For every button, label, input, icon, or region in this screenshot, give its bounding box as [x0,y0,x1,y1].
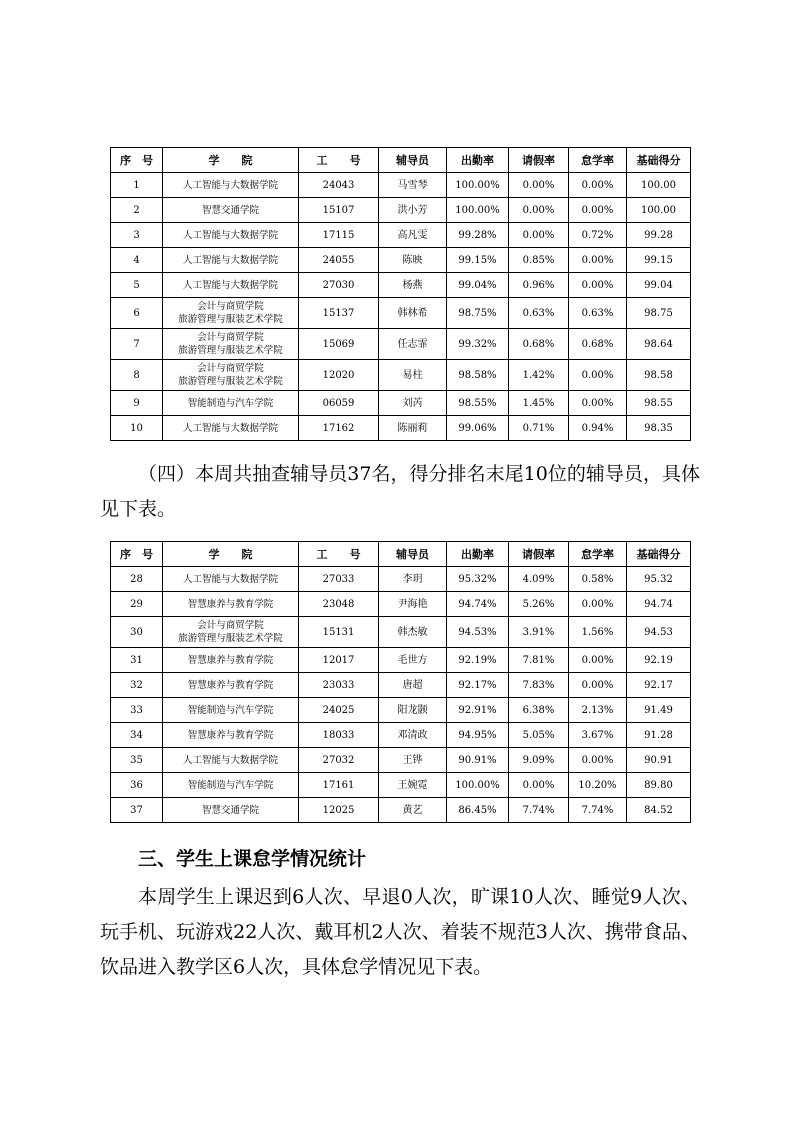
header-id: 工 号 [299,148,379,173]
table-row [111,298,691,329]
cell-college: 人工智能与大数据学院 [163,748,299,773]
header-college: 学 院 [163,542,299,567]
cell-counselor: 毛世方 [379,648,447,673]
cell-leave: 0.71% [509,416,569,441]
table-row [111,416,691,441]
cell-score: 98.64 [627,329,691,360]
cell-id: 17162 [299,416,379,441]
cell-attendance: 94.74% [447,592,509,617]
cell-leave: 0.63% [509,298,569,329]
cell-truancy: 7.74% [569,798,627,823]
cell-id: 15107 [299,198,379,223]
cell-leave: 6.38% [509,698,569,723]
cell-score: 91.49 [627,698,691,723]
cell-truancy: 3.67% [569,723,627,748]
cell-no: 32 [111,673,163,698]
cell-no: 7 [111,329,163,360]
cell-college: 智能制造与汽车学院 [163,391,299,416]
cell-score: 94.53 [627,617,691,648]
cell-college: 人工智能与大数据学院 [163,223,299,248]
cell-score: 100.00 [627,198,691,223]
header-attendance: 出勤率 [447,542,509,567]
header-truancy: 怠学率 [569,542,627,567]
cell-id: 06059 [299,391,379,416]
cell-no: 2 [111,198,163,223]
cell-no: 3 [111,223,163,248]
cell-counselor: 唐超 [379,673,447,698]
cell-attendance: 100.00% [447,198,509,223]
cell-counselor: 王铧 [379,748,447,773]
cell-counselor: 邓清政 [379,723,447,748]
cell-college: 会计与商贸学院 旅游管理与服装艺术学院 [163,617,299,648]
cell-truancy: 0.63% [569,298,627,329]
table-row [111,223,691,248]
cell-college: 会计与商贸学院 旅游管理与服装艺术学院 [163,360,299,391]
table-header-row [111,542,691,567]
cell-college: 人工智能与大数据学院 [163,567,299,592]
table-header-row [111,148,691,173]
cell-leave: 9.09% [509,748,569,773]
table-row [111,798,691,823]
cell-score: 92.19 [627,648,691,673]
table-row [111,773,691,798]
table-row [111,673,691,698]
table-row [111,617,691,648]
cell-score: 99.15 [627,248,691,273]
header-no: 序 号 [111,542,163,567]
cell-id: 12017 [299,648,379,673]
cell-id: 15131 [299,617,379,648]
cell-college: 智慧康养与教育学院 [163,723,299,748]
header-id: 工 号 [299,542,379,567]
cell-college: 人工智能与大数据学院 [163,173,299,198]
table-row [111,567,691,592]
cell-score: 98.58 [627,360,691,391]
cell-no: 1 [111,173,163,198]
table-row [111,329,691,360]
table-row [111,698,691,723]
cell-attendance: 100.00% [447,773,509,798]
cell-attendance: 99.15% [447,248,509,273]
cell-counselor: 洪小芳 [379,198,447,223]
cell-score: 99.28 [627,223,691,248]
cell-score: 98.55 [627,391,691,416]
table-row [111,391,691,416]
cell-truancy: 0.00% [569,648,627,673]
cell-id: 12020 [299,360,379,391]
cell-no: 30 [111,617,163,648]
cell-no: 9 [111,391,163,416]
cell-leave: 4.09% [509,567,569,592]
cell-score: 98.35 [627,416,691,441]
header-college: 学 院 [163,148,299,173]
cell-score: 98.75 [627,298,691,329]
cell-no: 4 [111,248,163,273]
cell-id: 27030 [299,273,379,298]
cell-counselor: 刘芮 [379,391,447,416]
table-row [111,748,691,773]
cell-no: 8 [111,360,163,391]
section-4-paragraph: （四）本周共抽查辅导员37名，得分排名末尾10位的辅导员，具体见下表。 [100,463,700,520]
cell-leave: 3.91% [509,617,569,648]
cell-leave: 0.00% [509,198,569,223]
header-leave: 请假率 [509,148,569,173]
cell-leave: 0.85% [509,248,569,273]
table-row [111,648,691,673]
table-row [111,248,691,273]
cell-id: 24025 [299,698,379,723]
cell-leave: 7.83% [509,673,569,698]
cell-no: 35 [111,748,163,773]
cell-no: 33 [111,698,163,723]
cell-college: 会计与商贸学院 旅游管理与服装艺术学院 [163,329,299,360]
cell-score: 91.28 [627,723,691,748]
cell-attendance: 100.00% [447,173,509,198]
cell-college: 人工智能与大数据学院 [163,248,299,273]
header-score: 基础得分 [627,148,691,173]
cell-score: 92.17 [627,673,691,698]
cell-score: 90.91 [627,748,691,773]
top-ranking-table [110,147,691,441]
cell-college: 人工智能与大数据学院 [163,416,299,441]
cell-truancy: 10.20% [569,773,627,798]
cell-no: 28 [111,567,163,592]
cell-counselor: 尹海艳 [379,592,447,617]
section-3-heading: 三、学生上课怠学情况统计 [138,848,367,870]
cell-id: 17115 [299,223,379,248]
cell-score: 95.32 [627,567,691,592]
cell-no: 29 [111,592,163,617]
header-counselor: 辅导员 [379,148,447,173]
cell-counselor: 陈映 [379,248,447,273]
table-row [111,198,691,223]
table-row [111,273,691,298]
cell-leave: 0.96% [509,273,569,298]
cell-truancy: 0.94% [569,416,627,441]
cell-id: 24043 [299,173,379,198]
cell-truancy: 0.72% [569,223,627,248]
cell-no: 31 [111,648,163,673]
cell-score: 84.52 [627,798,691,823]
cell-counselor: 黄艺 [379,798,447,823]
cell-college: 智慧康养与教育学院 [163,648,299,673]
cell-attendance: 99.32% [447,329,509,360]
cell-truancy: 0.00% [569,592,627,617]
cell-leave: 5.05% [509,723,569,748]
cell-attendance: 99.28% [447,223,509,248]
cell-college: 会计与商贸学院 旅游管理与服装艺术学院 [163,298,299,329]
cell-leave: 0.00% [509,173,569,198]
cell-no: 34 [111,723,163,748]
cell-truancy: 0.00% [569,273,627,298]
cell-leave: 0.00% [509,223,569,248]
table-row [111,723,691,748]
header-leave: 请假率 [509,542,569,567]
header-no: 序 号 [111,148,163,173]
cell-id: 17161 [299,773,379,798]
cell-id: 18033 [299,723,379,748]
cell-counselor: 杨燕 [379,273,447,298]
table-row [111,592,691,617]
cell-college: 智能制造与汽车学院 [163,698,299,723]
cell-attendance: 94.53% [447,617,509,648]
cell-attendance: 95.32% [447,567,509,592]
cell-leave: 0.00% [509,773,569,798]
cell-score: 94.74 [627,592,691,617]
cell-counselor: 阳龙颢 [379,698,447,723]
table-row [111,173,691,198]
cell-no: 36 [111,773,163,798]
cell-truancy: 0.00% [569,248,627,273]
cell-truancy: 2.13% [569,698,627,723]
cell-truancy: 0.58% [569,567,627,592]
cell-truancy: 0.00% [569,748,627,773]
cell-attendance: 90.91% [447,748,509,773]
cell-counselor: 韩杰敏 [379,617,447,648]
cell-attendance: 92.19% [447,648,509,673]
cell-counselor: 王婉霓 [379,773,447,798]
cell-id: 24055 [299,248,379,273]
cell-id: 12025 [299,798,379,823]
cell-attendance: 98.75% [447,298,509,329]
cell-leave: 1.42% [509,360,569,391]
cell-no: 10 [111,416,163,441]
cell-college: 智慧康养与教育学院 [163,673,299,698]
cell-score: 89.80 [627,773,691,798]
cell-attendance: 99.04% [447,273,509,298]
cell-counselor: 李玥 [379,567,447,592]
cell-leave: 7.81% [509,648,569,673]
cell-no: 6 [111,298,163,329]
cell-id: 23033 [299,673,379,698]
cell-attendance: 94.95% [447,723,509,748]
cell-college: 人工智能与大数据学院 [163,273,299,298]
cell-truancy: 0.00% [569,173,627,198]
cell-college: 智慧交通学院 [163,798,299,823]
cell-truancy: 1.56% [569,617,627,648]
cell-attendance: 86.45% [447,798,509,823]
cell-id: 27033 [299,567,379,592]
cell-leave: 0.68% [509,329,569,360]
header-score: 基础得分 [627,542,691,567]
header-truancy: 怠学率 [569,148,627,173]
cell-score: 99.04 [627,273,691,298]
cell-college: 智能制造与汽车学院 [163,773,299,798]
header-counselor: 辅导员 [379,542,447,567]
cell-counselor: 任志霏 [379,329,447,360]
cell-id: 27032 [299,748,379,773]
cell-college: 智慧康养与教育学院 [163,592,299,617]
cell-attendance: 98.55% [447,391,509,416]
cell-attendance: 98.58% [447,360,509,391]
table-row [111,360,691,391]
cell-counselor: 韩林希 [379,298,447,329]
cell-score: 100.00 [627,173,691,198]
cell-counselor: 易柱 [379,360,447,391]
cell-attendance: 99.06% [447,416,509,441]
cell-truancy: 0.00% [569,391,627,416]
cell-attendance: 92.91% [447,698,509,723]
header-attendance: 出勤率 [447,148,509,173]
cell-no: 5 [111,273,163,298]
cell-counselor: 高凡雯 [379,223,447,248]
cell-no: 37 [111,798,163,823]
cell-id: 23048 [299,592,379,617]
cell-truancy: 0.00% [569,673,627,698]
cell-leave: 1.45% [509,391,569,416]
cell-id: 15069 [299,329,379,360]
cell-id: 15137 [299,298,379,329]
cell-attendance: 92.17% [447,673,509,698]
cell-college: 智慧交通学院 [163,198,299,223]
cell-counselor: 陈丽莉 [379,416,447,441]
cell-truancy: 0.68% [569,329,627,360]
cell-truancy: 0.00% [569,198,627,223]
cell-counselor: 马雪琴 [379,173,447,198]
cell-leave: 5.26% [509,592,569,617]
section-3-paragraph: 本周学生上课迟到6人次、早退0人次，旷课10人次、睡觉9人次、玩手机、玩游戏22人次、戴耳机2人次、着装不规范3人次、携带食品、饮品进入教学区6人次，具体怠学情况见下表。 [100,886,700,978]
bottom-ranking-table [110,541,691,823]
cell-truancy: 0.00% [569,360,627,391]
cell-leave: 7.74% [509,798,569,823]
